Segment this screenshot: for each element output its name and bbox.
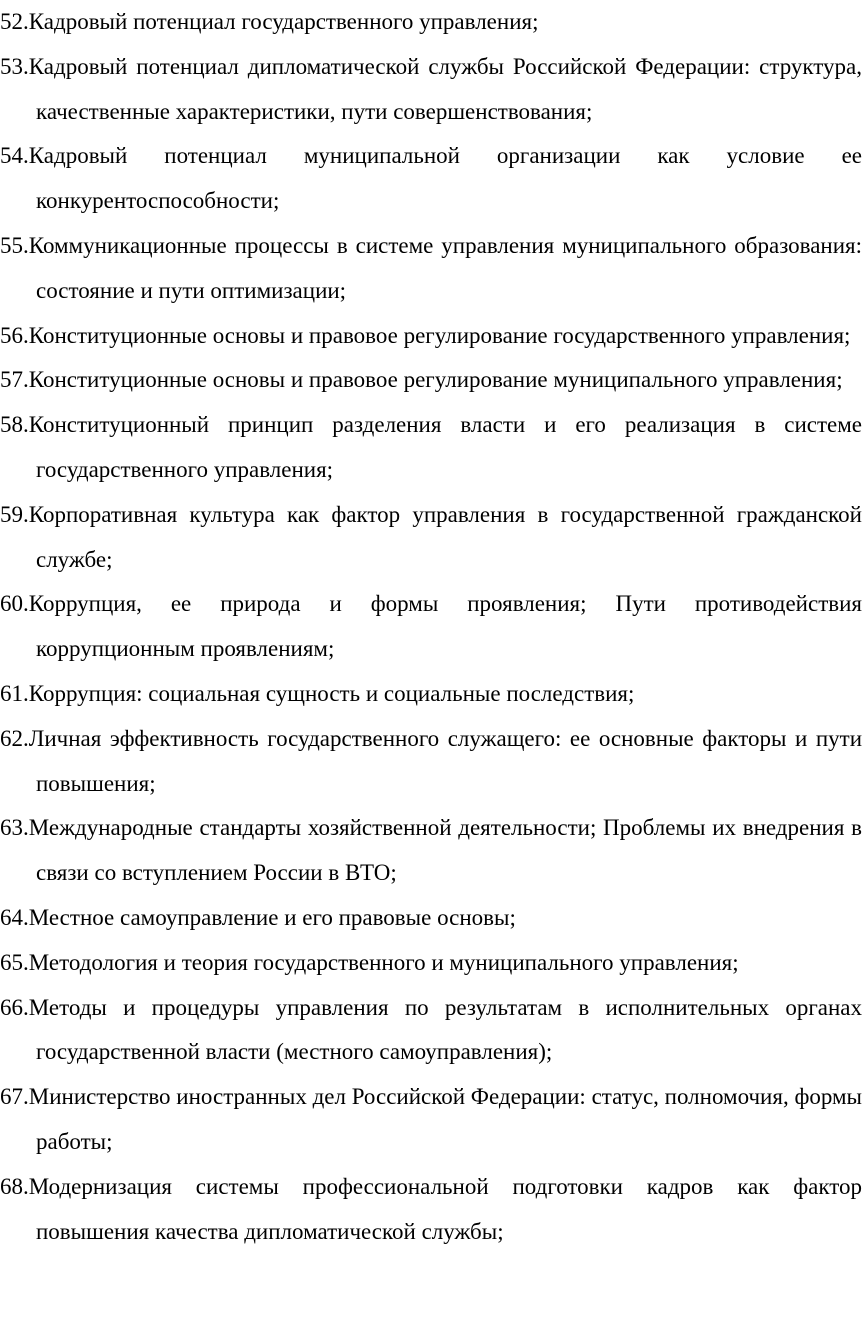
item-text: Кадровый потенциал муниципальной организации как условие ее конкурентоспособности; bbox=[28, 143, 862, 214]
item-number: 66. bbox=[0, 994, 29, 1020]
list-item bbox=[0, 45, 862, 135]
item-text: Конституционные основы и правовое регулирование государственного управления; bbox=[28, 322, 851, 348]
list-item bbox=[0, 0, 862, 45]
item-text: Конституционные основы и правовое регулирование муниципального управления; bbox=[28, 367, 843, 393]
list-item bbox=[0, 403, 862, 493]
item-number: 61. bbox=[0, 680, 29, 706]
item-number: 68. bbox=[0, 1173, 29, 1199]
item-text: Конституционный принцип разделения власти и его реализация в системе государственного управления; bbox=[28, 412, 862, 482]
list-item bbox=[0, 896, 862, 941]
list-item bbox=[0, 493, 862, 583]
item-number: 62. bbox=[0, 725, 29, 751]
list-item bbox=[0, 224, 862, 314]
list-item bbox=[0, 1165, 862, 1255]
item-text: Коррупция, ее природа и формы проявления; Пути противодействия коррупционным проявлениям; bbox=[28, 591, 862, 662]
item-text: Коммуникационные процессы в системе управления муниципального образования: состояние и пути оптимизации; bbox=[28, 232, 862, 303]
item-text: Модернизация системы профессиональной подготовки кадров как фактор повышения качества дипломатической службы; bbox=[28, 1173, 862, 1244]
item-number: 60. bbox=[0, 591, 29, 617]
list-item bbox=[0, 717, 862, 807]
item-number: 65. bbox=[0, 949, 29, 975]
list-item bbox=[0, 314, 862, 359]
item-number: 59. bbox=[0, 501, 29, 527]
item-number: 55. bbox=[0, 232, 29, 258]
list-item bbox=[0, 1075, 862, 1165]
item-text: Методы и процедуры управления по результатам в исполнительных органах государственной власти (местного самоуправления); bbox=[28, 994, 862, 1065]
item-number: 52. bbox=[0, 9, 29, 34]
item-number: 67. bbox=[0, 1084, 29, 1110]
list-item bbox=[0, 134, 862, 224]
item-text: Коррупция: социальная сущность и социальные последствия; bbox=[28, 680, 635, 706]
item-number: 57. bbox=[0, 367, 29, 393]
item-number: 58. bbox=[0, 412, 29, 438]
item-text: Кадровый потенциал государственного управления; bbox=[28, 9, 539, 34]
list-item bbox=[0, 986, 862, 1076]
item-number: 64. bbox=[0, 904, 29, 930]
list-item bbox=[0, 941, 862, 986]
list-item bbox=[0, 806, 862, 896]
item-number: 63. bbox=[0, 815, 29, 841]
list-item bbox=[0, 582, 862, 672]
item-text: Личная эффективность государственного служащего: ее основные факторы и пути повышения; bbox=[28, 725, 862, 796]
item-text: Международные стандарты хозяйственной деятельности; Проблемы их внедрения в связи со вступлением России в ВТО; bbox=[28, 815, 862, 886]
list-item bbox=[0, 672, 862, 717]
item-number: 56. bbox=[0, 322, 29, 348]
item-number: 53. bbox=[0, 53, 29, 79]
item-text: Методология и теория государственного и муниципального управления; bbox=[28, 949, 739, 975]
item-text: Министерство иностранных дел Российской Федерации: статус, полномочия, формы работы; bbox=[28, 1084, 863, 1154]
list-item bbox=[0, 358, 862, 403]
item-text: Местное самоуправление и его правовые основы; bbox=[28, 904, 516, 930]
item-number: 54. bbox=[0, 143, 29, 169]
item-text: Корпоративная культура как фактор управления в государственной гражданской службе; bbox=[28, 501, 862, 572]
item-text: Кадровый потенциал дипломатической службы Российской Федерации: структура, качественные характеристики, пути совершенствования; bbox=[28, 53, 862, 124]
